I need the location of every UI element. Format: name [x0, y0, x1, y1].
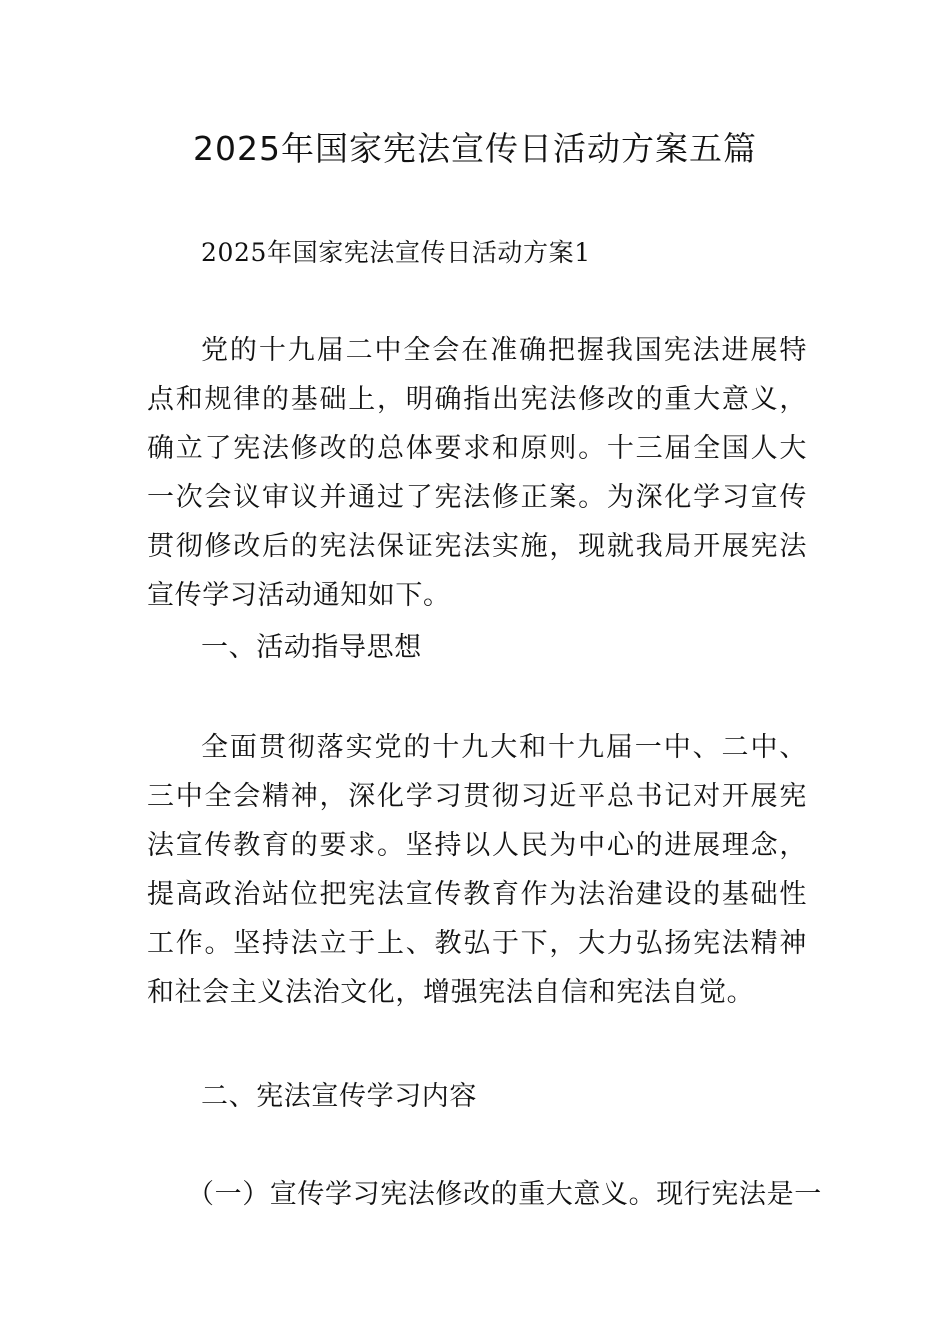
- section-heading-guiding-ideology: 一、活动指导思想: [201, 632, 422, 663]
- section-heading-study-content: 二、宪法宣传学习内容: [201, 1081, 477, 1112]
- document-subtitle: 2025年国家宪法宣传日活动方案1: [201, 238, 591, 267]
- intro-paragraph: 党的十九届二中全会在准确把握我国宪法进展特点和规律的基础上，明确指出宪法修改的重大意义，确立了宪法修改的总体要求和原则。十三届全国人大一次会议审议并通过了宪法修正案。为深化学习宣传贯彻修改后的宪法保证宪法实施，现就我局开展宪法宣传学习活动通知如下。: [147, 335, 807, 611]
- guiding-ideology-paragraph: 全面贯彻落实党的十九大和十九届一中、二中、三中全会精神，深化学习贯彻习近平总书记对开展宪法宣传教育的要求。坚持以人民为中心的进展理念，提高政治站位把宪法宣传教育作为法治建设的基础性工作。坚持法立于上、教弘于下，大力弘扬宪法精神和社会主义法治文化，增强宪法自信和宪法自觉。: [147, 732, 807, 1008]
- document-title: 2025年国家宪法宣传日活动方案五篇: [193, 129, 757, 168]
- study-content-paragraph: （一）宣传学习宪法修改的重大意义。现行宪法是一: [187, 1179, 822, 1210]
